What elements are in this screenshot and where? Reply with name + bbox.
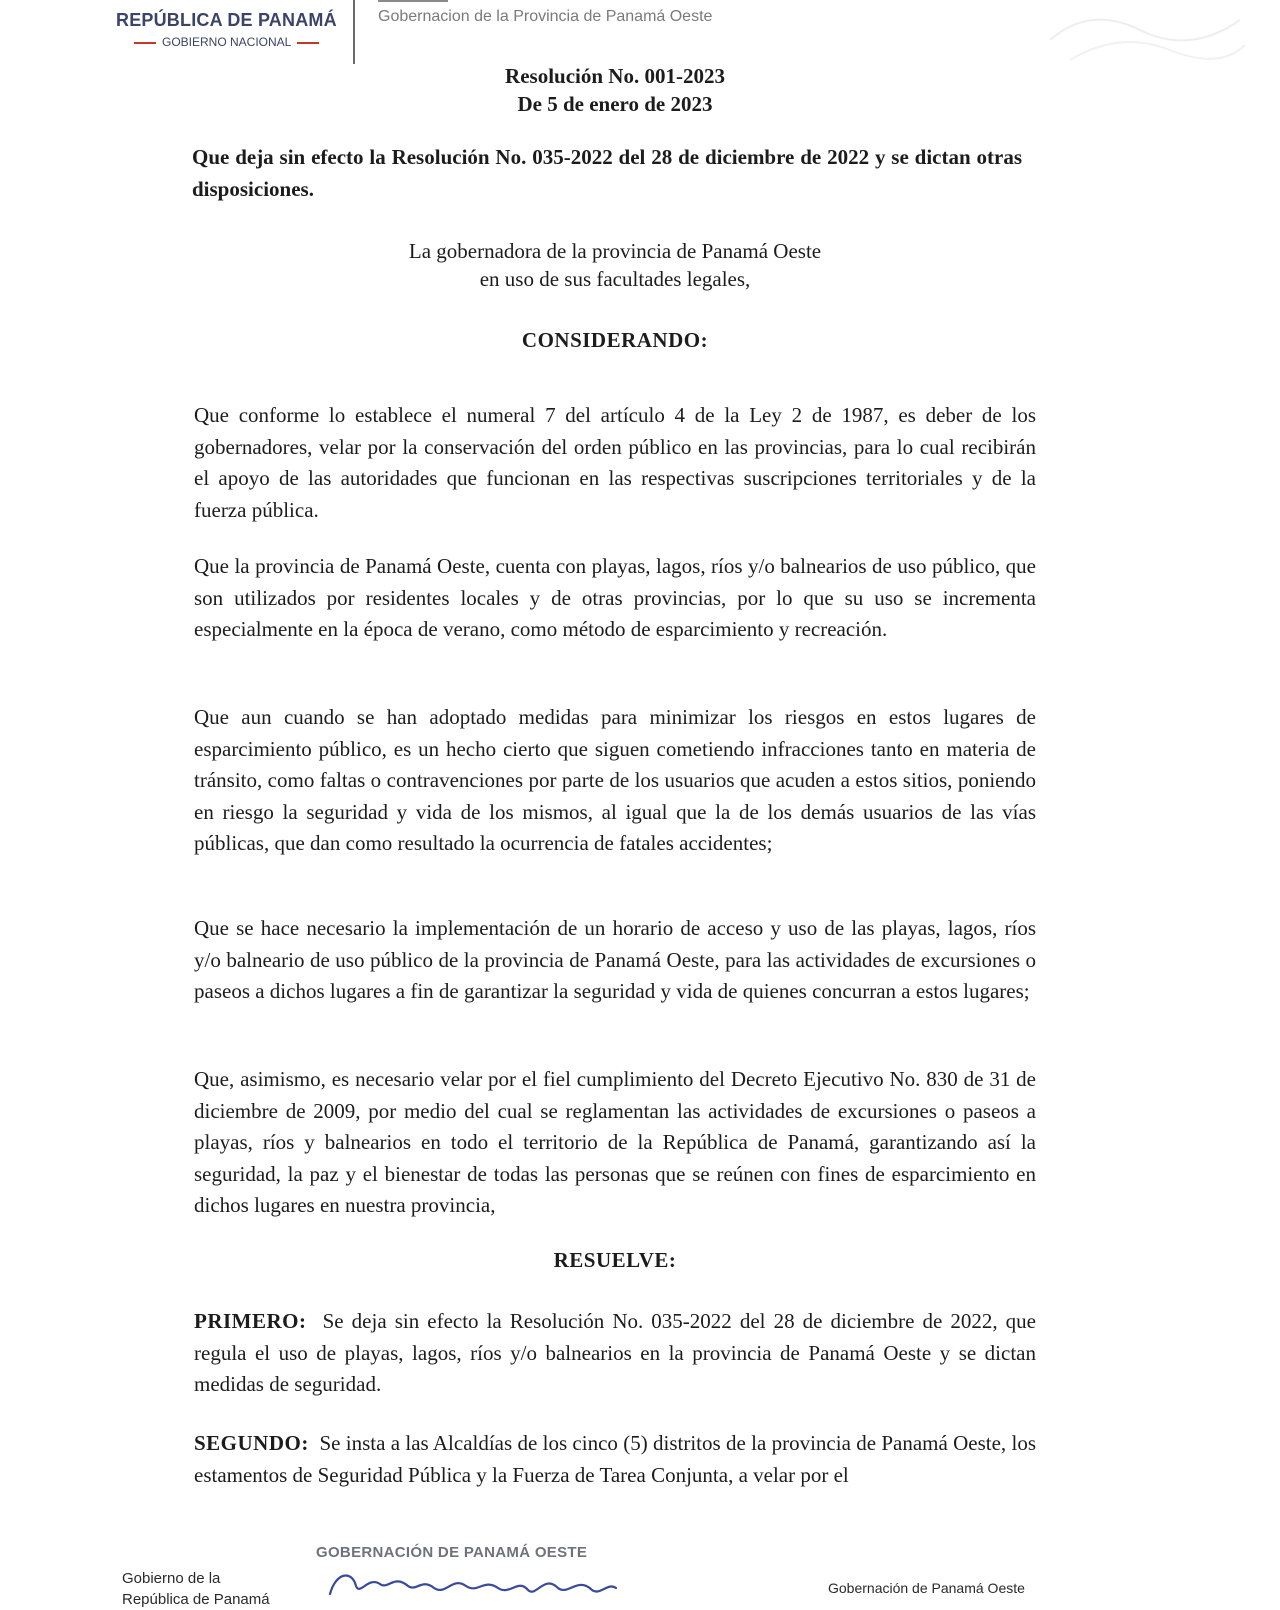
article-segundo-label: SEGUNDO: bbox=[194, 1431, 309, 1455]
considerando-heading: CONSIDERANDO: bbox=[521, 328, 709, 352]
letterhead bbox=[0, 0, 1280, 70]
government-logo bbox=[116, 10, 337, 49]
country-name: REPÚBLICA DE PANAMÁ bbox=[116, 10, 337, 30]
office-name: Gobernacion de la Provincia de Panamá Oeste bbox=[378, 8, 713, 25]
resolution-number: Resolución No. 001-2023 bbox=[505, 64, 725, 88]
article-primero-text: Se deja sin efecto la Resolución No. 035-2022 del 28 de diciembre de 2022, que regula el uso de playas, lagos, ríos y/o balnearios en la provincia de Panamá Oeste y se dictan medidas de seguridad. bbox=[194, 1309, 1037, 1396]
watermark-decoration bbox=[1030, 0, 1250, 70]
article-primero-label: PRIMERO: bbox=[194, 1309, 307, 1333]
handwritten-signature bbox=[322, 1566, 622, 1600]
considerando-paragraph-4: Que se hace necesario la implementación de un horario de acceso y uso de las playas, lagos, ríos y/o balneario de uso público de la provincia de Panamá Oeste, para las actividades de excursiones o paseos a dichos lugares a fin de garantizar la seguridad y vida de quienes concurran a estos lugares; bbox=[194, 916, 1036, 1003]
considerando-paragraph-2: Que la provincia de Panamá Oeste, cuenta con playas, lagos, ríos y/o balnearios de uso público, que son utilizados por residentes locales y de otras provincias, por lo que su uso se incrementa especialmente en la época de verano, como método de esparcimiento y recreación. bbox=[194, 554, 1036, 641]
considerando-paragraph-5: Que, asimismo, es necesario velar por el fiel cumplimiento del Decreto Ejecutivo No. 830 de 31 de diciembre de 2009, por medio del cual se reglamentan las actividades de excursiones o paseos a playas, ríos y balnearios en todo el territorio de la República de Panamá, garantizando así la seguridad, la paz y el bienestar de todas las personas que se reúnen con fines de esparcimiento en dichos lugares en nuestra provincia, bbox=[194, 1067, 1036, 1217]
article-segundo-text: Se insta a las Alcaldías de los cinco (5) distritos de la provincia de Panamá Oeste, los estamentos de Seguridad Pública y la Fuerza de Tarea Conjunta, a velar por el bbox=[194, 1431, 1036, 1487]
header-top-line bbox=[378, 0, 448, 2]
header-divider bbox=[353, 0, 355, 64]
intro-line-1: La gobernadora de la provincia de Panamá Oeste bbox=[408, 239, 822, 263]
red-dash-right bbox=[297, 42, 319, 44]
footer-office: Gobernación de Panamá Oeste bbox=[828, 1580, 1025, 1596]
government-label: GOBIERNO NACIONAL bbox=[128, 35, 326, 49]
red-dash-left bbox=[134, 42, 156, 44]
resolution-subject: Que deja sin efecto la Resolución No. 035-2022 del 28 de diciembre de 2022 y se dictan otras disposiciones. bbox=[192, 145, 1022, 201]
resuelve-heading: RESUELVE: bbox=[553, 1248, 677, 1272]
article-primero bbox=[194, 1306, 1036, 1401]
resolution-date: De 5 de enero de 2023 bbox=[517, 92, 713, 116]
considerando-paragraph-1: Que conforme lo establece el numeral 7 del artículo 4 de la Ley 2 de 1987, es deber de los gobernadores, velar por la conservación del orden público en las provincias, para lo cual recibirán el apoyo de las autoridades que funcionan en las respectivas suscripciones territoriales y de la fuerza pública. bbox=[194, 403, 1036, 522]
office-stamp: GOBERNACIÓN DE PANAMÁ OESTE bbox=[316, 1544, 588, 1561]
footer-government: Gobierno de la República de Panamá bbox=[122, 1570, 270, 1608]
intro-line-2: en uso de sus facultades legales, bbox=[479, 267, 751, 291]
article-segundo bbox=[194, 1428, 1036, 1491]
considerando-paragraph-3: Que aun cuando se han adoptado medidas para minimizar los riesgos en estos lugares de esparcimiento público, es un hecho cierto que siguen cometiendo infracciones tanto en materia de tránsito, como faltas o contravenciones por parte de los usuarios que acuden a estos sitios, poniendo en riesgo la seguridad y vida de los mismos, al igual que la de los demás usuarios de las vías públicas, que dan como resultado la ocurrencia de fatales accidentes; bbox=[194, 705, 1036, 855]
